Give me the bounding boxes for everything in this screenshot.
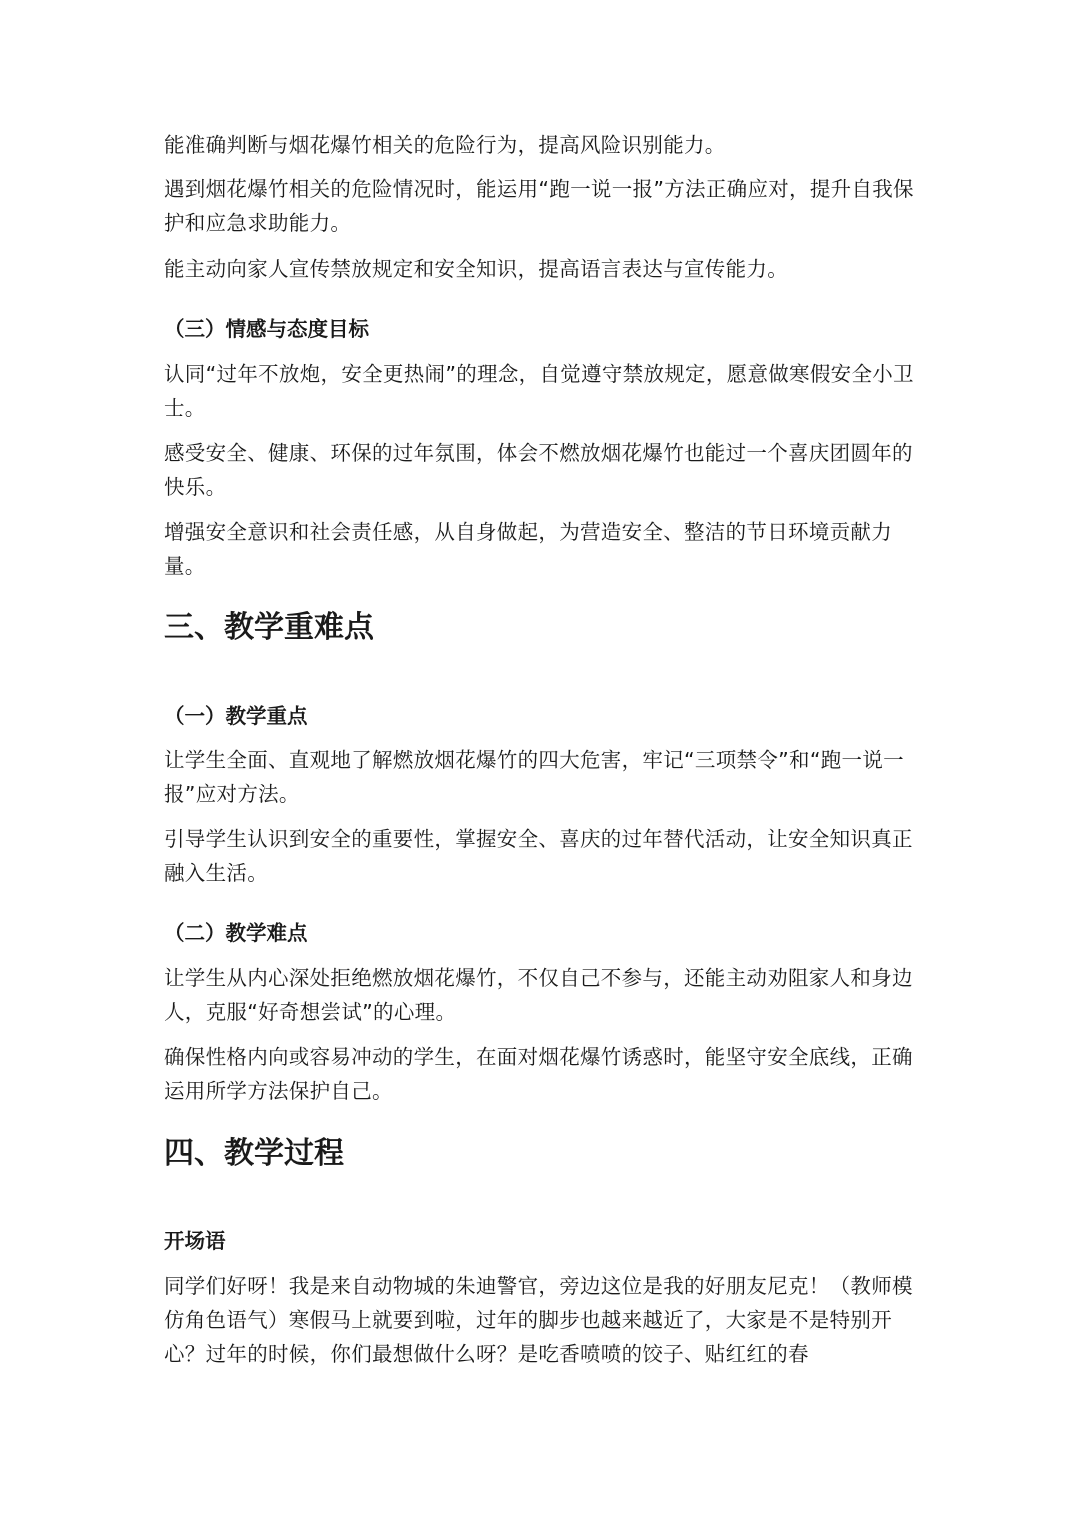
key-point-1: 让学生全面、直观地了解燃放烟花爆竹的四大危害，牢记“三项禁令”和“跑一说一报”应对方法。: [164, 748, 904, 806]
difficult-point-1: 让学生从内心深处拒绝燃放烟花爆竹，不仅自己不参与，还能主动劝阻家人和身边人，克服“好奇想尝试”的心理。: [164, 966, 913, 1024]
difficult-point-2: 确保性格内向或容易冲动的学生，在面对烟花爆竹诱惑时，能坚守安全底线，正确运用所学方法保护自己。: [164, 1045, 913, 1103]
emotion-goal-2: 感受安全、健康、环保的过年氛围，体会不燃放烟花爆竹也能过一个喜庆团圆年的快乐。: [164, 441, 913, 499]
key-points-heading: （一）教学重点: [164, 704, 308, 728]
opening-heading: 开场语: [164, 1229, 226, 1253]
difficult-points-heading: （二）教学难点: [164, 921, 308, 945]
section-3-title: 三、教学重难点: [164, 610, 374, 645]
emotion-goal-1: 认同“过年不放炮，安全更热闹”的理念，自觉遵守禁放规定，愿意做寒假安全小卫士。: [164, 362, 914, 420]
key-point-2: 引导学生认识到安全的重要性，掌握安全、喜庆的过年替代活动，让安全知识真正融入生活。: [164, 827, 913, 885]
skill-goal-2: 遇到烟花爆竹相关的危险情况时，能运用“跑一说一报”方法正确应对，提升自我保护和应急求助能力。: [164, 177, 914, 235]
skill-goal-3: 能主动向家人宣传禁放规定和安全知识，提高语言表达与宣传能力。: [164, 257, 788, 281]
emotion-goal-heading: （三）情感与态度目标: [164, 317, 369, 341]
opening-paragraph: 同学们好呀！我是来自动物城的朱迪警官，旁边这位是我的好朋友尼克！（教师模仿角色语气）寒假马上就要到啦，过年的脚步也越来越近了，大家是不是特别开心？过年的时候，你们最想做什么呀？是吃香喷喷的饺子、贴红红的春: [164, 1274, 913, 1366]
section-4-title: 四、教学过程: [164, 1136, 344, 1171]
emotion-goal-3: 增强安全意识和社会责任感，从自身做起，为营造安全、整洁的节日环境贡献力量。: [164, 520, 892, 578]
skill-goal-1: 能准确判断与烟花爆竹相关的危险行为，提高风险识别能力。: [164, 133, 726, 157]
